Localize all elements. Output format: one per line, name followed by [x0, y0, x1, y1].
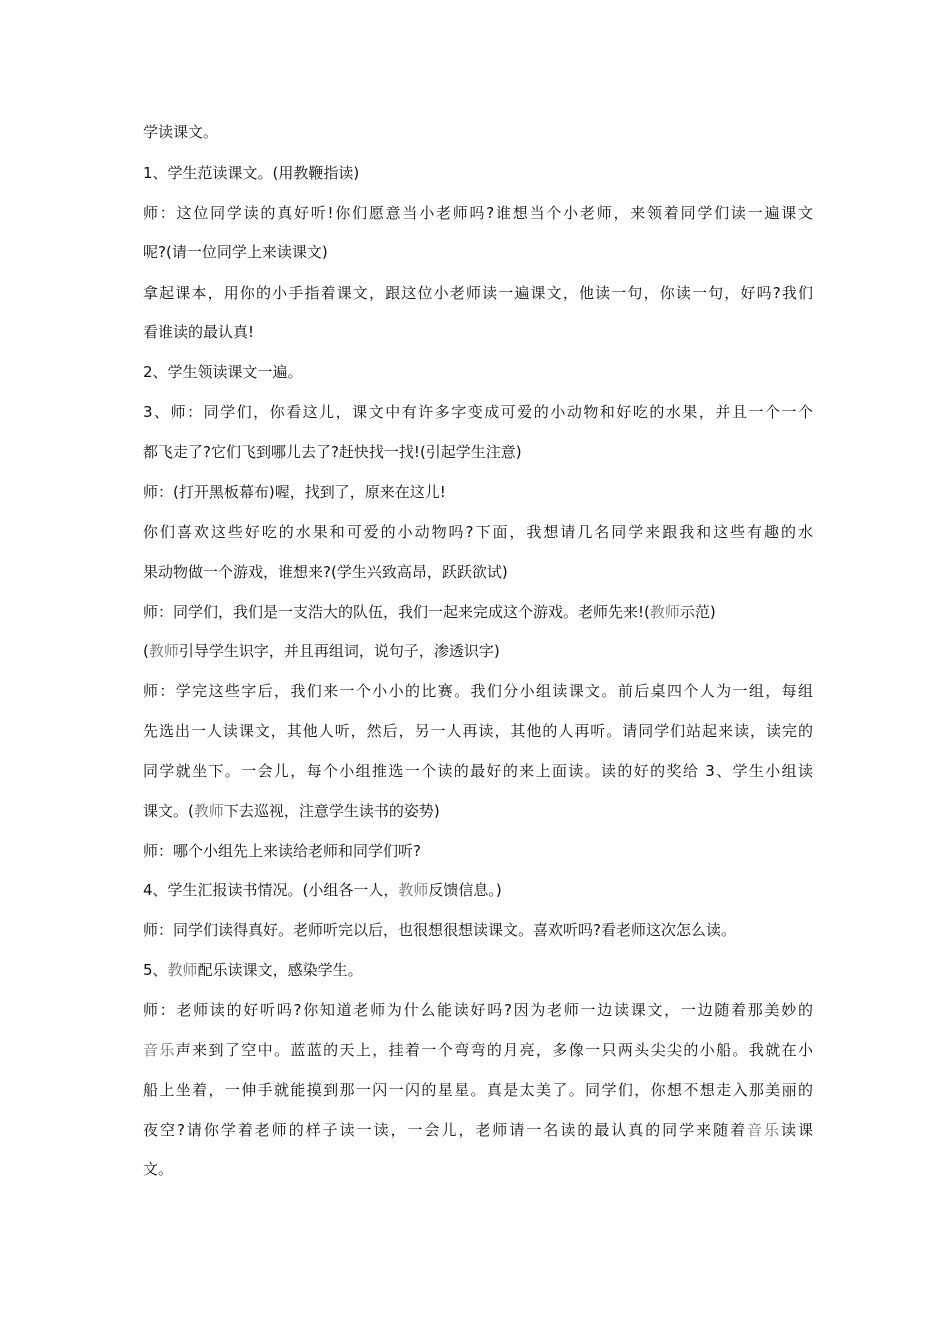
text-line-12: 果动物做一个游戏，谁想来?(学生兴致高昂，跃跃欲试) — [143, 563, 508, 581]
text-line-25: 船上坐着，一伸手就能摸到那一闪一闪的星星。真是太美了。同学们，你想不想走入那美丽的 — [143, 1081, 813, 1099]
text-line-9: 都飞走了?它们飞到哪儿去了?赶快找一找!(引起学生注意) — [143, 443, 522, 461]
text-line-20: 4、学生汇报读书情况。(小组各一人，教师反馈信息。) — [143, 881, 502, 899]
text-line-26: 夜空?请你学着老师的样子读一读，一会儿，老师请一名读的最认真的同学来随着音乐读课 — [143, 1121, 813, 1139]
text-line-13: 师：同学们，我们是一支浩大的队伍，我们一起来完成这个游戏。老师先来!(教师示范) — [143, 603, 716, 621]
highlight-term: 教师 — [167, 961, 198, 979]
text-line-7: 2、学生领读课文一遍。 — [143, 363, 303, 381]
highlight-term: 教师 — [398, 881, 429, 899]
text-line-18: 课文。(教师下去巡视，注意学生读书的姿势) — [143, 802, 440, 820]
text-line-21: 师：同学们读得真好。老师听完以后，也很想很想读课文。喜欢听吗?看老师这次怎么读。 — [143, 921, 736, 939]
text-line-1: 学读课文。 — [143, 123, 219, 141]
text-line-23: 师：老师读的好听吗?你知道老师为什么能读好吗?因为老师一边读课文，一边随着那美妙的 — [143, 1001, 813, 1019]
highlight-term: 教师 — [148, 642, 179, 660]
text-line-2: 1、学生范读课文。(用教鞭指读) — [143, 164, 360, 182]
text-line-6: 看谁读的最认真! — [143, 323, 255, 341]
text-line-4: 呢?(请一位同学上来读课文) — [143, 243, 328, 261]
highlight-term: 教师 — [193, 802, 224, 820]
text-line-17: 同学就坐下。一会儿，每个小组推选一个读的最好的来上面读。读的好的奖给 3、学生小组读 — [143, 762, 813, 780]
highlight-term: 教师 — [649, 603, 680, 621]
text-line-3: 师：这位同学读的真好听!你们愿意当小老师吗?谁想当个小老师，来领着同学们读一遍课文 — [143, 204, 813, 222]
text-line-19: 师：哪个小组先上来读给老师和同学们听? — [143, 842, 421, 860]
text-line-24: 音乐声来到了空中。蓝蓝的天上，挂着一个弯弯的月亮，多像一只两头尖尖的小船。我就在小 — [143, 1041, 813, 1059]
text-line-22: 5、教师配乐读课文，感染学生。 — [143, 961, 363, 979]
text-line-5: 拿起课本，用你的小手指着课文，跟这位小老师读一遍课文，他读一句，你读一句，好吗?我们 — [143, 284, 813, 302]
highlight-term: 音乐 — [747, 1121, 781, 1139]
text-line-10: 师：(打开黑板幕布)喔，找到了，原来在这儿! — [143, 483, 446, 501]
text-line-16: 先选出一人读课文，其他人听，然后，另一人再读，其他的人再听。请同学们站起来读，读完的 — [143, 722, 813, 740]
text-line-15: 师：学完这些字后，我们来一个小小的比赛。我们分小组读课文。前后桌四个人为一组，每组 — [143, 682, 813, 700]
highlight-term: 音乐 — [143, 1041, 176, 1059]
text-line-11: 你们喜欢这些好吃的水果和可爱的小动物吗?下面，我想请几名同学来跟我和这些有趣的水 — [143, 523, 813, 541]
text-line-14: (教师引导学生识字，并且再组词，说句子，渗透识字) — [143, 642, 500, 660]
text-line-27: 文。 — [143, 1160, 174, 1178]
text-line-8: 3、师：同学们，你看这儿，课文中有许多字变成可爱的小动物和好吃的水果，并且一个一个 — [143, 403, 813, 421]
